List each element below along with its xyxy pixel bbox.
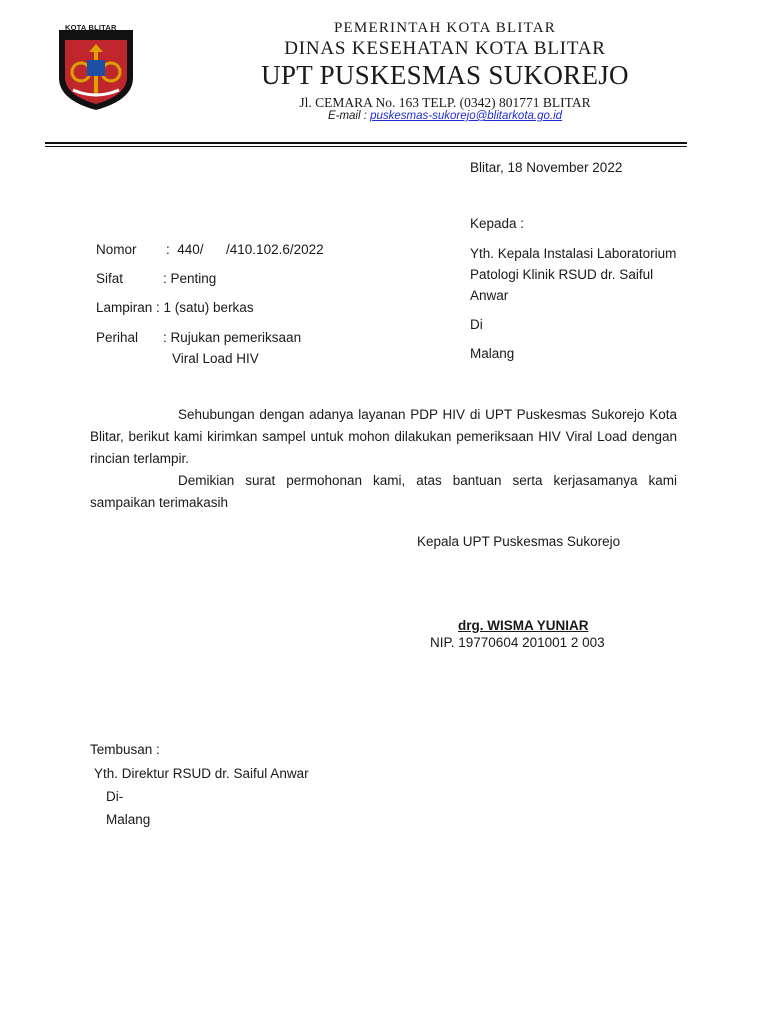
recipient-di: Di — [470, 317, 483, 332]
cc-line-1: Yth. Direktur RSUD dr. Saiful Anwar — [94, 766, 309, 781]
government-heading: PEMERINTAH KOTA BLITAR — [334, 20, 556, 36]
email-link[interactable]: puskesmas-sukorejo@blitarkota.go.id — [370, 110, 563, 122]
sifat-label: Sifat — [96, 271, 124, 286]
cc-city: Malang — [106, 812, 151, 827]
recipient-to-label: Kepada : — [470, 216, 525, 231]
header-rule-thin — [45, 146, 687, 147]
department-heading: DINAS KESEHATAN KOTA BLITAR — [284, 38, 606, 59]
nomor-label: Nomor — [96, 242, 137, 257]
address-line: Jl. CEMARA No. 163 TELP. (0342) 801771 BLITAR — [299, 95, 591, 110]
perihal-value-2: Viral Load HIV — [172, 351, 259, 366]
body-paragraph-1-text: Sehubungan dengan adanya layanan PDP HIV di UPT Puskesmas Sukorejo Kota Blitar, berikut kami kirimkan sampel untuk mohon dilakukan pemeriksaan HIV Viral Load dengan rincian terlampir. — [90, 407, 677, 466]
cc-label: Tembusan : — [90, 742, 160, 757]
perihal-label: Perihal — [96, 330, 139, 345]
lampiran-line: Lampiran : 1 (satu) berkas — [96, 300, 254, 315]
place-date: Blitar, 18 November 2022 — [470, 160, 623, 175]
signature-nip: NIP. 19770604 201001 2 003 — [430, 635, 605, 650]
logo-caption: KOTA BLITAR — [65, 23, 117, 32]
signature-title: Kepala UPT Puskesmas Sukorejo — [417, 534, 621, 549]
recipient-line-1: Yth. Kepala Instalasi Laboratorium — [470, 246, 677, 261]
kota-blitar-logo — [51, 20, 141, 112]
body-paragraph-2-text: Demikian surat permohonan kami, atas bantuan serta kerjasamanya kami sampaikan terimakasih — [90, 473, 677, 510]
sifat-value: : Penting — [163, 271, 217, 286]
recipient-line-2: Patologi Klinik RSUD dr. Saiful — [470, 267, 654, 282]
email-line — [200, 110, 690, 122]
email-label: E-mail : — [327, 110, 367, 122]
unit-heading: UPT PUSKESMAS SUKOREJO — [261, 60, 629, 90]
cc-di: Di- — [106, 789, 124, 804]
perihal-value-1: : Rujukan pemeriksaan — [163, 330, 302, 345]
body-paragraph-1 — [90, 404, 677, 470]
header-rule-thick — [45, 142, 687, 144]
nomor-value: : 440/ /410.102.6/2022 — [166, 242, 324, 257]
recipient-city: Malang — [470, 346, 515, 361]
body-paragraph-2 — [90, 470, 677, 514]
recipient-line-3: Anwar — [470, 288, 509, 303]
signature-name: drg. WISMA YUNIAR — [458, 618, 589, 633]
